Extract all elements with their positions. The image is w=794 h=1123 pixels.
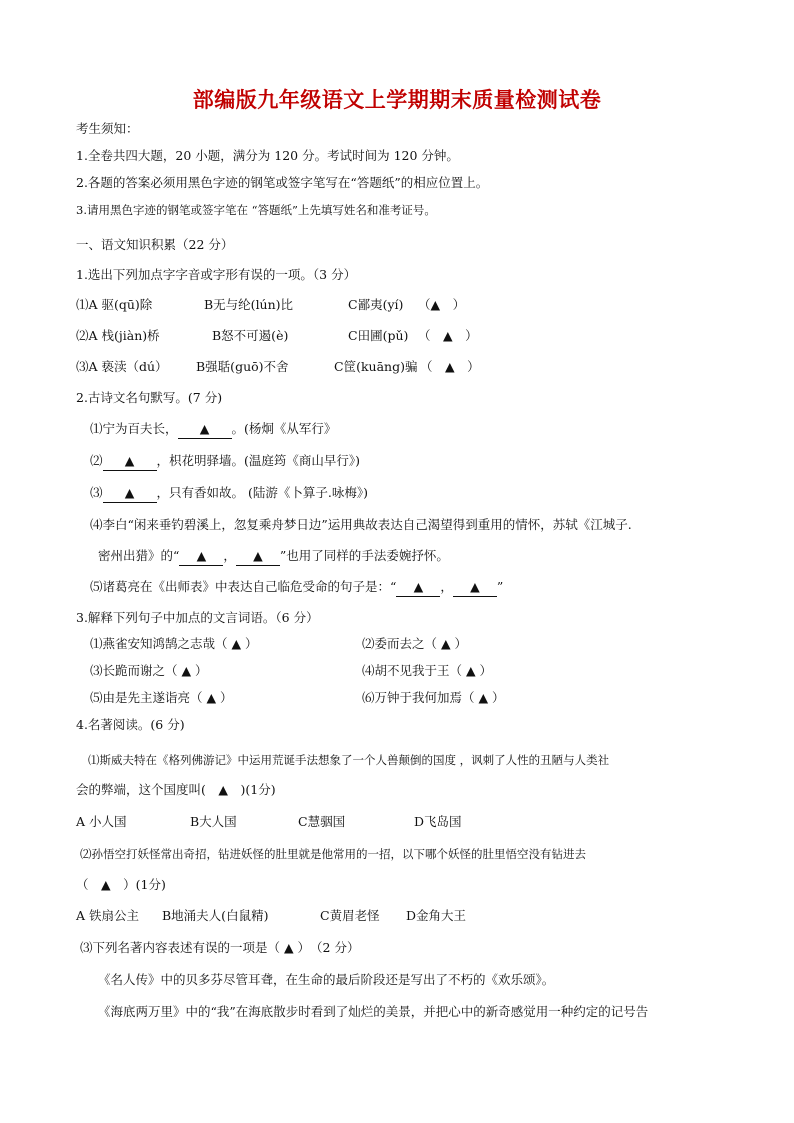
answer-blank[interactable]: ▲ xyxy=(396,578,440,597)
notice-item: 3.请用黑色字迹的钢笔或签字笔在 “答题纸”上先填写姓名和准考证号。 xyxy=(76,203,436,217)
answer-blank[interactable]: ▲ xyxy=(178,420,232,439)
notice-item: 1.全卷共四大题，20 小题，满分为 120 分。考试时间为 120 分钟。 xyxy=(76,148,459,163)
recitation-line xyxy=(90,452,360,471)
answer-blank[interactable]: （ ▲ ） xyxy=(420,359,480,374)
classical-item: ⑴燕雀安知鸿鹄之志哉（ ▲ ） xyxy=(90,636,258,651)
answer-blank[interactable]: ▲ xyxy=(179,547,223,566)
recitation-text: ， xyxy=(440,579,453,594)
question-text: ⑶下列名著内容表述有误的一项是（ ▲ ） （2 分） xyxy=(80,940,360,955)
classical-item: ⑹万钟于我何加焉（ ▲ ） xyxy=(362,690,505,705)
statement-line: 《名人传》中的贝多芬尽管耳聋，在生命的最后阶段还是写出了不朽的《欢乐颂》。 xyxy=(98,972,555,987)
question-text: （ ▲ ）(1分) xyxy=(76,877,166,892)
answer-option: A 铁扇公主 xyxy=(76,908,140,923)
answer-blank[interactable]: ▲ xyxy=(453,578,497,597)
q1-option-a: ⑴A 驱(qū)除 xyxy=(76,297,153,312)
q1-option-b: B怒不可遏(è) xyxy=(212,328,289,343)
q1-option-c: C筐(kuāng)骗 xyxy=(334,359,418,374)
question-text: ⑵孙悟空打妖怪常出奇招，钻进妖怪的肚里就是他常用的一招，以下哪个妖怪的肚里悟空没有钻进去 xyxy=(80,847,586,861)
page-title: 部编版九年级语文上学期期末质量检测试卷 xyxy=(192,87,602,112)
q1-option-b: B强聒(guō)不舍 xyxy=(196,359,289,374)
question-stem: 1.选出下列加点字字音或字形有误的一项。（3 分） xyxy=(76,267,357,282)
q1-option-b: B无与纶(lún)比 xyxy=(204,297,294,312)
answer-option: C慧骃国 xyxy=(298,814,346,829)
recitation-line: ⑷李白“闲来垂钓碧溪上，忽复乘舟梦日边”运用典故表达自己渴望得到重用的情怀，苏轼《江城子. xyxy=(90,517,632,532)
recitation-text: 。(杨炯《从军行》 xyxy=(231,421,337,436)
recitation-text: ” xyxy=(496,579,504,594)
recitation-text: 密州出猎》的“ xyxy=(98,548,180,563)
recitation-line xyxy=(90,484,368,503)
recitation-text: ，只有香如故。 (陆游《卜算子.咏梅》) xyxy=(156,485,368,500)
answer-blank[interactable]: ▲ xyxy=(236,547,280,566)
answer-option: D飞岛国 xyxy=(414,814,462,829)
notice-heading: 考生须知： xyxy=(76,121,139,136)
answer-blank[interactable]: ▲ xyxy=(103,484,157,503)
answer-blank[interactable]: （ ▲ ） xyxy=(418,328,478,343)
question-text: 会的弊端，这个国度叫( ▲ )(1分) xyxy=(76,782,276,797)
answer-blank[interactable]: ▲ xyxy=(103,452,157,471)
question-stem: 4.名著阅读。(6 分) xyxy=(76,717,185,732)
q1-option-a: ⑶A 亵渎（dú） xyxy=(76,359,168,374)
answer-option: C黄眉老怪 xyxy=(320,908,380,923)
classical-item: ⑶长跪而谢之（ ▲ ） xyxy=(90,663,208,678)
recitation-text: ⑸诸葛亮在《出师表》中表达自己临危受命的句子是：“ xyxy=(90,579,397,594)
answer-option: A 小人国 xyxy=(76,814,127,829)
classical-item: ⑵委而去之（ ▲ ） xyxy=(362,636,468,651)
classical-item: ⑸由是先主遂诣亮（ ▲ ） xyxy=(90,690,233,705)
answer-option: B地涌夫人(白鼠精) xyxy=(162,908,269,923)
question-stem: 3.解释下列句子中加点的文言词语。（6 分） xyxy=(76,610,319,625)
answer-option: D金角大王 xyxy=(406,908,467,923)
recitation-line xyxy=(98,547,449,566)
recitation-line xyxy=(90,420,336,439)
q1-option-c: C鄙夷(yí) xyxy=(348,297,404,312)
recitation-text: ”也用了同样的手法委婉抒怀。 xyxy=(279,548,449,563)
answer-blank[interactable]: （▲ ） xyxy=(418,297,466,312)
recitation-text: ⑴宁为百夫长， xyxy=(90,421,178,436)
recitation-text: ， xyxy=(223,548,236,563)
question-text: ⑴斯威夫特在《格列佛游记》中运用荒诞手法想象了一个人兽颠倒的国度 ，讽刺了人性的丑陋与人类社 xyxy=(88,753,610,767)
section-heading: 一、语文知识积累（22 分） xyxy=(76,237,234,252)
q1-option-a: ⑵A 栈(jiàn)桥 xyxy=(76,328,160,343)
recitation-text: ，枳花明驿墙。(温庭筠《商山早行》) xyxy=(156,453,361,468)
answer-option: B大人国 xyxy=(190,814,237,829)
recitation-text: ⑶ xyxy=(90,485,103,500)
q1-option-c: C田圃(pǔ) xyxy=(348,328,409,343)
recitation-line xyxy=(90,578,503,597)
recitation-text: ⑵ xyxy=(90,453,103,468)
notice-item: 2.各题的答案必须用黑色字迹的钢笔或签字笔写在“答题纸”的相应位置上。 xyxy=(76,175,489,190)
question-stem: 2.古诗文名句默写。(7 分) xyxy=(76,390,223,405)
statement-line: 《海底两万里》中的“我”在海底散步时看到了灿烂的美景，并把心中的新奇感觉用一种约定的记号告 xyxy=(98,1004,649,1019)
classical-item: ⑷胡不见我于王（ ▲ ） xyxy=(362,663,493,678)
